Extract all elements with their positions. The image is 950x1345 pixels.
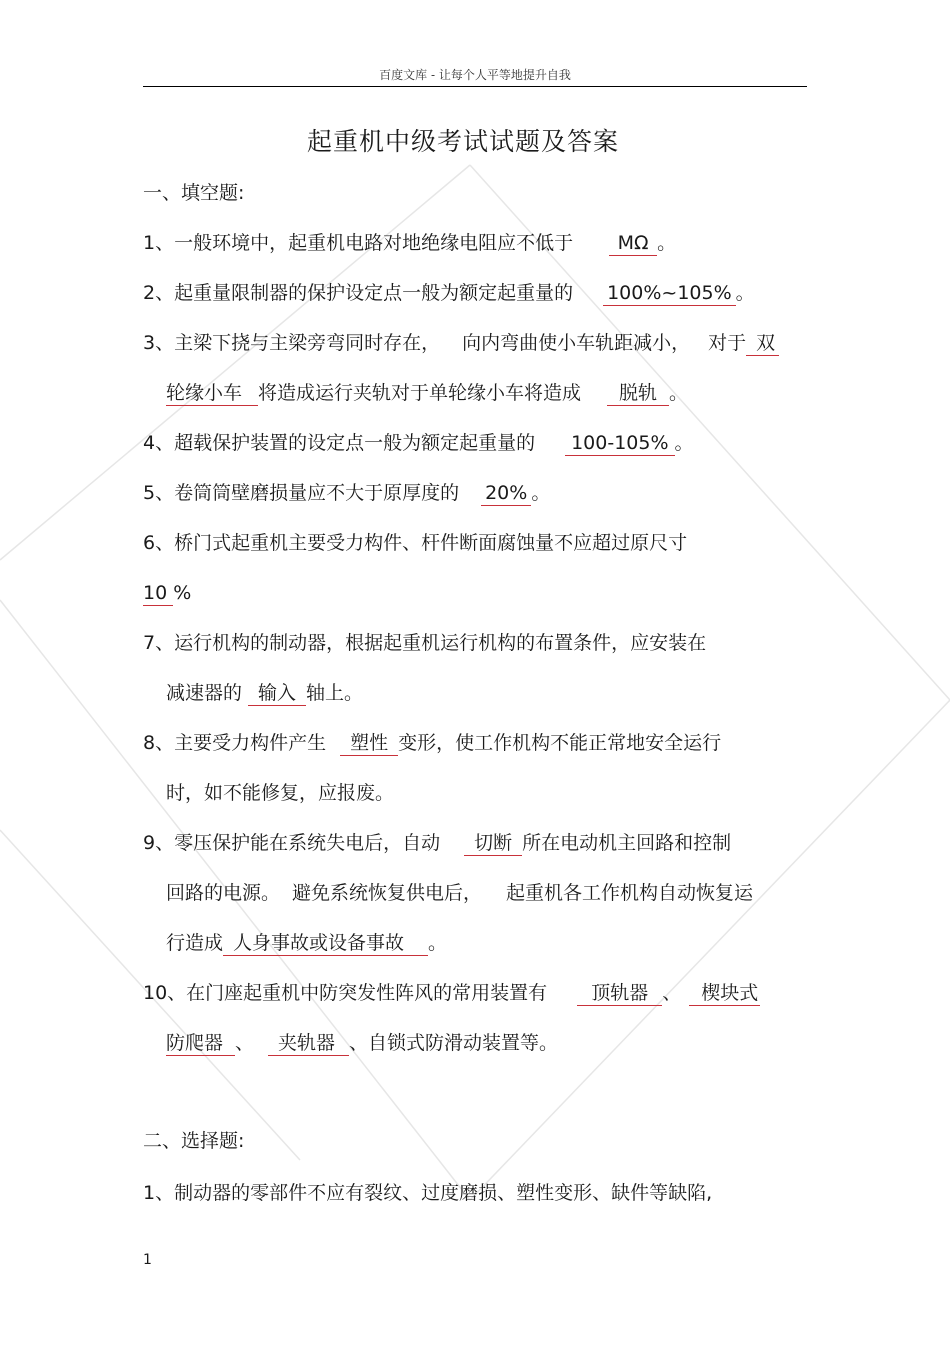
question-8-cont: 时，如不能修复，应报废。 (166, 782, 395, 804)
question-2: 2、起重量限制器的保护设定点一般为额定起重量的 100%~105% 。 (143, 282, 755, 304)
question-5: 5、卷筒筒壁磨损量应不大于原厚度的 20% 。 (143, 482, 551, 504)
question-3-cont: 轮缘小车 将造成运行夹轨对于单轮缘小车将造成 脱轨 。 (166, 382, 689, 404)
answer-blank: 顶轨器 (577, 981, 662, 1006)
question-9: 9、零压保护能在系统失电后，自动 切断 所在电动机主回路和控制 (143, 832, 732, 854)
question-7: 7、运行机构的制动器，根据起重机运行机构的布置条件，应安装在 (143, 632, 707, 654)
question-10-cont: 防爬器 、 夹轨器 、自锁式防滑动装置等。 (166, 1032, 559, 1054)
question-9-cont2: 行造成 人身事故或设备事故 。 (166, 932, 448, 954)
answer-blank: 防爬器 (166, 1031, 235, 1056)
question-7-cont: 减速器的 输入 轴上。 (166, 682, 364, 704)
answer-blank: 100%~105% (603, 281, 736, 306)
answer-blank: 夹轨器 (268, 1031, 349, 1056)
question-6-cont: 10 % (143, 582, 192, 604)
document-title: 起重机中级考试试题及答案 (306, 127, 619, 156)
page-header: 百度文库 - 让每个人平等地提升自我 (379, 68, 571, 82)
answer-blank: 20% (481, 481, 531, 506)
answer-blank: 轮缘小车 (166, 381, 258, 406)
section2-heading: 二、选择题: (143, 1130, 245, 1152)
answer-blank: 双 (746, 331, 779, 356)
answer-blank: 塑性 (340, 731, 398, 756)
question-6: 6、桥门式起重机主要受力构件、杆件断面腐蚀量不应超过原尺寸 (143, 532, 688, 554)
answer-blank: 输入 (248, 681, 306, 706)
section1-heading: 一、填空题: (143, 182, 245, 204)
question-1: 1、一般环境中，起重机电路对地绝缘电阻应不低于 MΩ 。 (143, 232, 677, 254)
answer-blank: 楔块式 (689, 981, 760, 1006)
question-3: 3、主梁下挠与主梁旁弯同时存在， 向内弯曲使小车轨距减小， 对于 双 (143, 330, 779, 356)
question-4: 4、超载保护装置的设定点一般为额定起重量的 100-105% 。 (143, 432, 694, 454)
question-s2-1: 1、制动器的零部件不应有裂纹、过度磨损、塑性变形、缺件等缺陷, (143, 1182, 713, 1204)
answer-blank: 人身事故或设备事故 (223, 931, 428, 956)
answer-blank: 100-105% (565, 431, 674, 456)
answer-blank: MΩ (609, 231, 657, 256)
answer-blank: 切断 (464, 831, 522, 856)
question-9-cont: 回路的电源。 避免系统恢复供电后， 起重机各工作机构自动恢复运 (166, 882, 754, 904)
header-rule (143, 86, 807, 87)
answer-blank: 脱轨 (607, 381, 669, 406)
question-8: 8、主要受力构件产生 塑性 变形，使工作机构不能正常地安全运行 (143, 732, 722, 754)
answer-blank: 10 (143, 581, 173, 606)
question-10: 10、在门座起重机中防突发性阵风的常用装置有 顶轨器 、 楔块式 (143, 982, 759, 1004)
page-number: 1 (143, 1252, 152, 1268)
